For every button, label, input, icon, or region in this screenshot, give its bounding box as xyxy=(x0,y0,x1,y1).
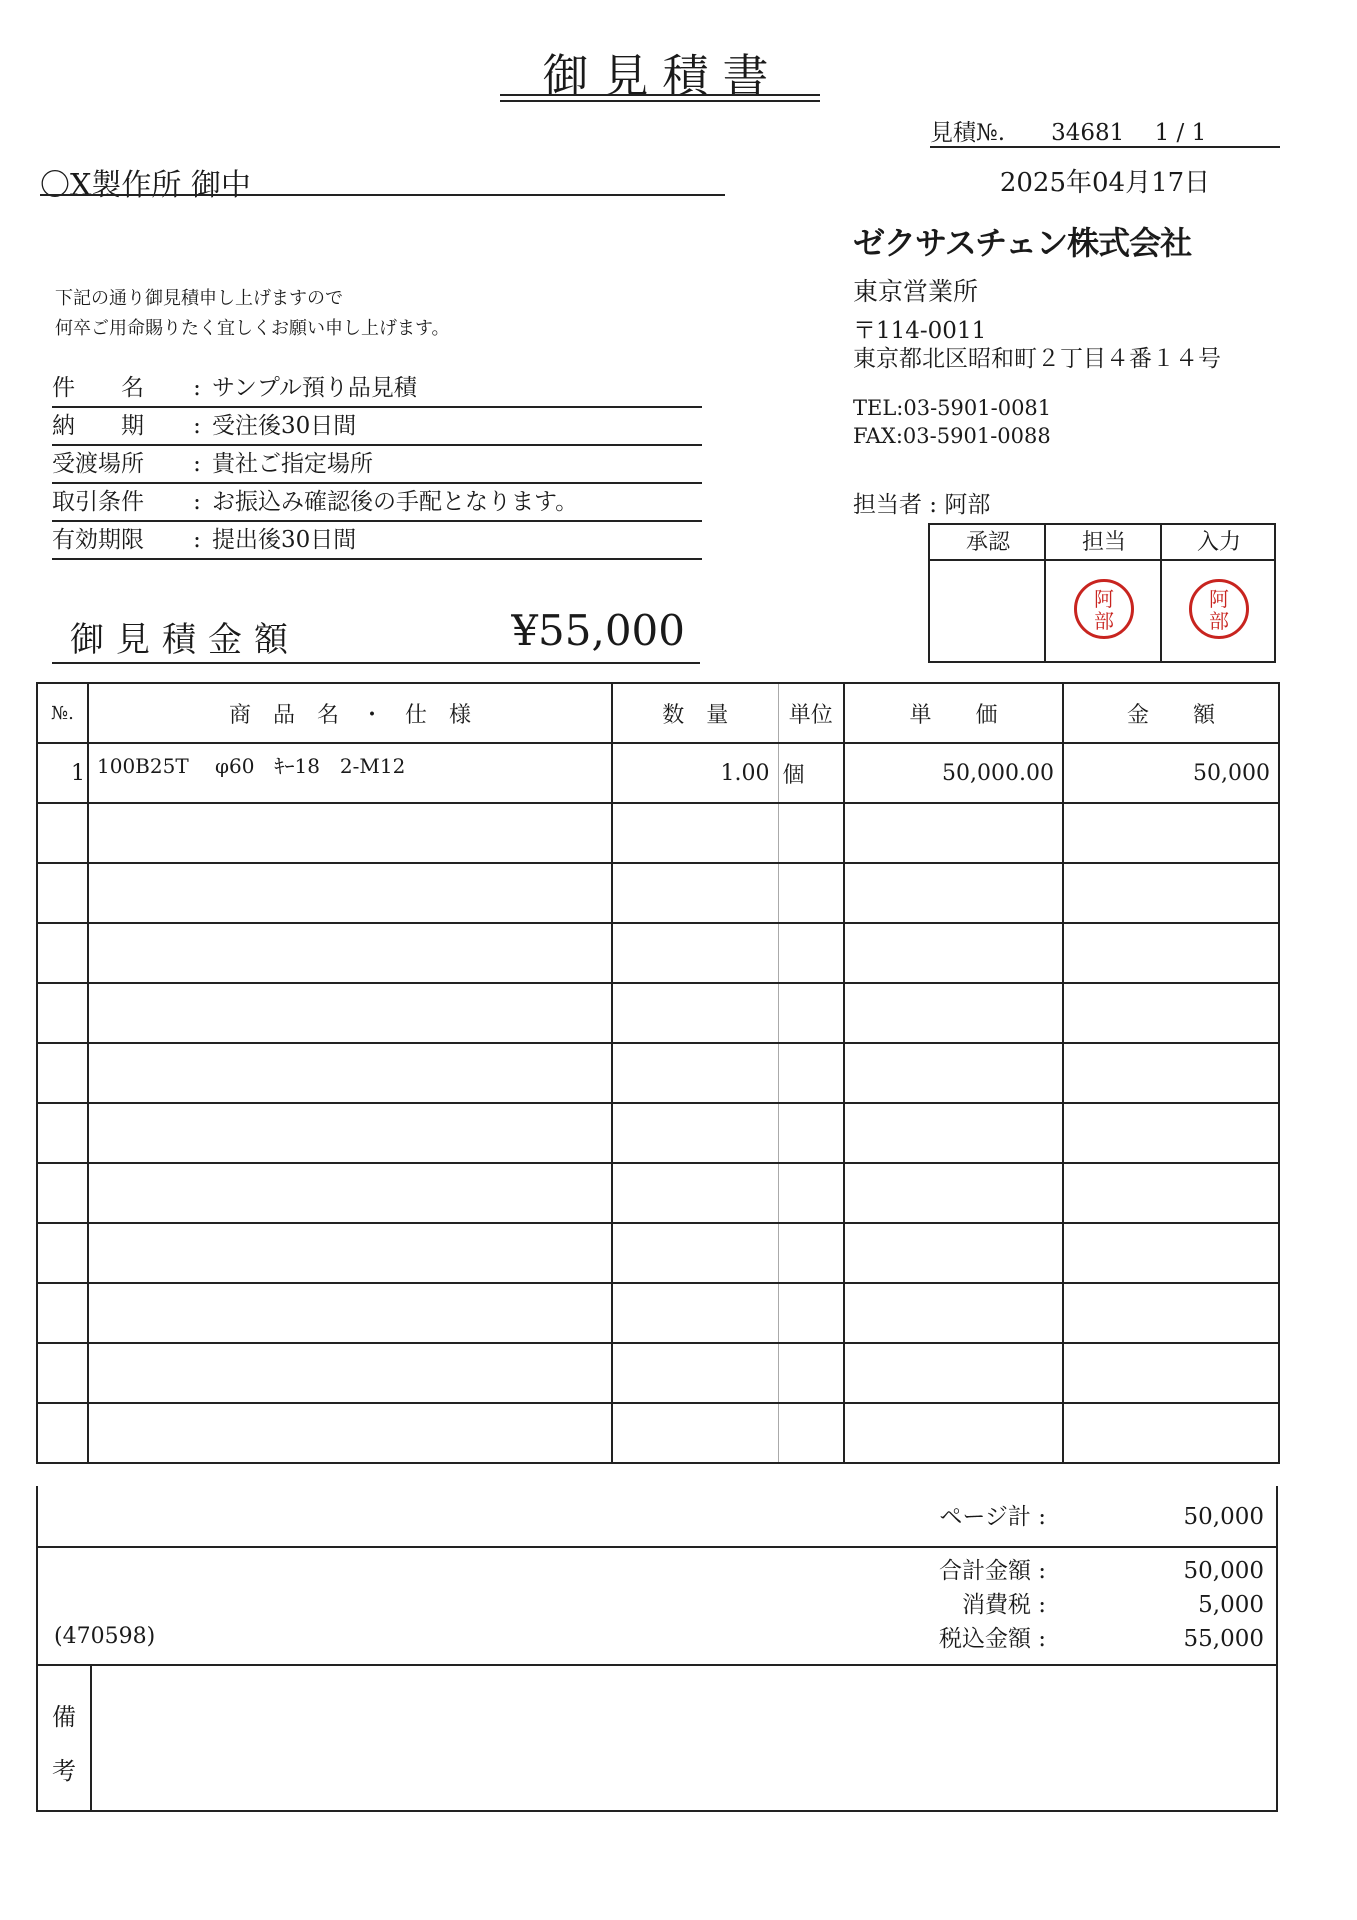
condition-value: お振込み確認後の手配となります。 xyxy=(212,489,579,515)
grand-total-label: 税込金額 : xyxy=(938,1626,1046,1652)
grand-total-row xyxy=(856,1622,1276,1656)
page-total-value: 50,000 xyxy=(1183,1504,1264,1530)
issuer-tel: TEL:03-5901-0081 xyxy=(853,396,1052,420)
row-name: 100B25T φ60 ｷｰ18 2-M12 xyxy=(88,743,612,803)
page-total-row xyxy=(856,1500,1276,1534)
issuer-address: 東京都北区昭和町２丁目４番１４号 xyxy=(853,346,1221,372)
row-amount: 50,000 xyxy=(1063,743,1279,803)
quote-number-value: 34681 xyxy=(1051,120,1125,146)
table-row-empty xyxy=(37,1103,1279,1163)
condition-row: 取引条件 : お振込み確認後の手配となります。 xyxy=(52,484,702,522)
totals-divider xyxy=(38,1546,1276,1548)
row-price: 50,000.00 xyxy=(844,743,1063,803)
condition-row: 件 名 : サンプル預り品見積 xyxy=(52,370,702,408)
table-row xyxy=(37,743,1279,803)
stamp-divider xyxy=(1160,525,1162,661)
table-row-empty xyxy=(37,1403,1279,1463)
condition-row: 受渡場所 : 貴社ご指定場所 xyxy=(52,446,702,484)
header-name: 商 品 名 ・ 仕 様 xyxy=(88,683,612,743)
quote-number-underline xyxy=(930,146,1280,148)
stamp-header-charge: 担当 xyxy=(1046,525,1162,561)
amount-underline xyxy=(52,662,700,664)
condition-key: 納 期 xyxy=(52,413,144,439)
items-table xyxy=(36,682,1280,1464)
header-amount: 金 額 xyxy=(1063,683,1279,743)
row-unit: 個 xyxy=(778,743,844,803)
tax-label: 消費税 : xyxy=(961,1592,1046,1618)
table-row-empty xyxy=(37,1343,1279,1403)
table-row-empty xyxy=(37,1283,1279,1343)
customer-underline xyxy=(40,194,725,196)
table-row-empty xyxy=(37,803,1279,863)
page-total-label: ページ計 : xyxy=(939,1504,1046,1530)
header-qty: 数 量 xyxy=(612,683,778,743)
title-underline xyxy=(500,94,820,96)
subtotal-row xyxy=(856,1554,1276,1588)
condition-value: サンプル預り品見積 xyxy=(212,375,417,401)
row-qty: 1.00 xyxy=(612,743,778,803)
intro-line-2: 何卒ご用命賜りたく宜しくお願い申し上げます。 xyxy=(55,318,450,339)
tax-row xyxy=(856,1588,1276,1622)
intro-text xyxy=(55,284,450,344)
condition-row: 納 期 : 受注後30日間 xyxy=(52,408,702,446)
issuer-fax: FAX:03-5901-0088 xyxy=(853,424,1051,448)
row-no: 1 xyxy=(37,743,88,803)
header-price: 単 価 xyxy=(844,683,1063,743)
table-row-empty xyxy=(37,983,1279,1043)
condition-value: 貴社ご指定場所 xyxy=(212,451,373,477)
condition-key: 件 名 xyxy=(52,375,144,401)
condition-key: 取引条件 xyxy=(52,489,144,515)
quote-date: 2025年04月17日 xyxy=(999,168,1211,198)
table-row-empty xyxy=(37,1043,1279,1103)
remarks-label: 備 考 xyxy=(38,1666,92,1810)
table-row-empty xyxy=(37,923,1279,983)
quote-number xyxy=(930,114,1280,147)
seal-stamp: 阿 部 xyxy=(1074,579,1134,639)
title-underline-2 xyxy=(500,100,820,102)
quote-number-label: 見積№. xyxy=(930,120,1006,146)
condition-value: 提出後30日間 xyxy=(212,527,357,553)
subtotal-value: 50,000 xyxy=(1183,1558,1264,1584)
intro-line-1: 下記の通り御見積申し上げますので xyxy=(55,288,343,309)
subtotal-label: 合計金額 : xyxy=(938,1558,1046,1584)
reference-code: (470598) xyxy=(54,1624,156,1649)
condition-value: 受注後30日間 xyxy=(212,413,357,439)
condition-key: 受渡場所 xyxy=(52,451,144,477)
stamp-header-input: 入力 xyxy=(1162,525,1276,561)
condition-key: 有効期限 xyxy=(52,527,144,553)
customer-name: 〇X製作所 御中 xyxy=(40,168,251,203)
amount-value: ¥55,000 xyxy=(511,606,685,655)
table-header-row xyxy=(37,683,1279,743)
document-title: 御見積書 xyxy=(542,49,783,103)
remarks-section xyxy=(36,1664,1278,1812)
totals-section xyxy=(36,1486,1278,1666)
tax-value: 5,000 xyxy=(1198,1592,1264,1618)
stamp-box xyxy=(928,523,1276,663)
stamp-header-approve: 承認 xyxy=(930,525,1046,561)
issuer-zip: 〒114-0011 xyxy=(853,318,987,344)
issuer-staff: 担当者 : 阿部 xyxy=(853,492,991,518)
grand-total-value: 55,000 xyxy=(1183,1626,1264,1652)
issuer-company: ゼクサスチェン株式会社 xyxy=(853,224,1192,262)
issuer-branch: 東京営業所 xyxy=(853,277,979,306)
amount-label: 御見積金額 xyxy=(70,620,300,660)
seal-stamp: 阿 部 xyxy=(1189,579,1249,639)
table-row-empty xyxy=(37,863,1279,923)
stamp-divider xyxy=(1044,525,1046,661)
header-unit: 単位 xyxy=(778,683,844,743)
condition-row: 有効期限 : 提出後30日間 xyxy=(52,522,702,560)
table-row-empty xyxy=(37,1163,1279,1223)
quote-page: 1 / 1 xyxy=(1154,120,1207,146)
table-row-empty xyxy=(37,1223,1279,1283)
header-no: №. xyxy=(37,683,88,743)
